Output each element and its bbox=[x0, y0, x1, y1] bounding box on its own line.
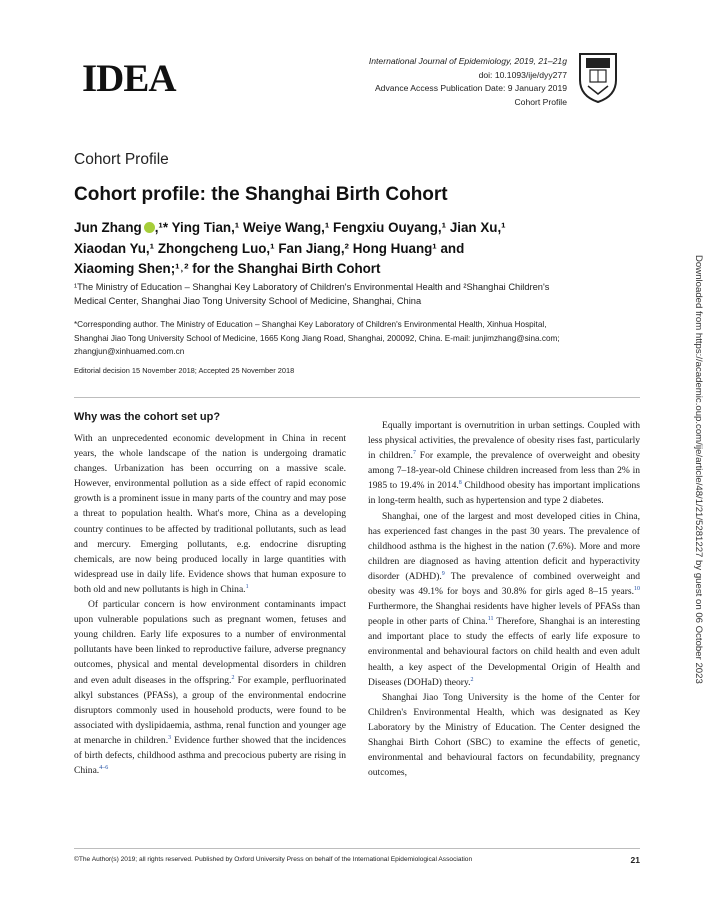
paragraph-text: For example, the prevalence of overweight and obesity among 7–18-year-old Chinese children increased from less than 2% in 1985 to 19.4% in 2014. bbox=[368, 450, 641, 492]
paragraph-text: Of particular concern is how environment contaminants impact upon vulnerable populations such as pregnant women, fetuses and young children. Early life exposures to a number of environmental pollutants have been linked to reproductive failure, adverse pregnancy outcomes, physical and mental developmental disorders in children and even adult diseases in the offspring. bbox=[74, 599, 346, 686]
paragraph-text: For example, perfluorinated alkyl substances (PFASs), a group of the environmental endocrine disruptors commonly used in household products, were found to be associated with dyslipidaemia, asthma, renal function and younger age at menarche in children. bbox=[74, 674, 346, 746]
paragraph-text: With an unprecedented economic development in China in recent years, the whole landscape of the nation is undergoing dramatic changes. Urbanization has been occurring on a massive scale. However, environmental pollution as a side effect of rapid economic growth is a prominent issue in many parts of the country and may pose a threat to population health. What's more, China as a developing country continues to be affected by traditional pollutants, such as lead and mercury. Emerging pollutants, e.g. endocrine disrupting chemicals, are now being produced locally in large quantities with widespread use in daily life. Evidence shows that human exposure to both old and new pollutants is high in China. bbox=[74, 433, 346, 595]
paragraph bbox=[74, 597, 346, 778]
author-line-1-rest: ,¹* Ying Tian,¹ Weiye Wang,¹ Fengxiu Ouyang,¹ Jian Xu,¹ bbox=[154, 220, 506, 235]
author-line-2: Xiaodan Yu,¹ Zhongcheng Luo,¹ Fan Jiang,² Hong Huang¹ and bbox=[74, 240, 465, 256]
reference-link[interactable]: 4–6 bbox=[99, 764, 109, 771]
reference-link[interactable]: 1 bbox=[245, 583, 249, 590]
editorial-dates: Editorial decision 15 November 2018; Accepted 25 November 2018 bbox=[74, 366, 295, 375]
reference-link[interactable]: 7 bbox=[412, 450, 416, 457]
orcid-icon[interactable] bbox=[144, 222, 155, 233]
download-note[interactable]: Downloaded from https://academic.oup.com/ije/article/48/1/21/5281227 by guest on 06 October 2023 bbox=[693, 255, 704, 684]
reference-link[interactable]: 2 bbox=[231, 674, 235, 681]
paragraph bbox=[368, 418, 640, 509]
ieaa-logo: IDEA bbox=[82, 57, 176, 100]
paragraph-text: Shanghai, one of the largest and most developed cities in China, has experienced fast changes in the past 30 years. The prevalence of childhood asthma is the highest in the nation (7.6%). More and more children are diagnosed as having attention deficit and hyperactivity disorder (ADHD). bbox=[368, 510, 640, 582]
paragraph bbox=[74, 431, 346, 597]
copyright-notice: ©The Author(s) 2019; all rights reserved. Published by Oxford University Press on behalf of the International Epidemiological Association bbox=[74, 856, 473, 863]
section-heading: Why was the cohort set up? bbox=[74, 411, 221, 423]
section-type: Cohort Profile bbox=[74, 151, 169, 168]
journal-citation: International Journal of Epidemiology, 2019, 21–21g bbox=[368, 56, 567, 66]
reference-link[interactable]: 11 bbox=[487, 616, 494, 623]
footer-divider bbox=[74, 848, 640, 849]
paragraph-text: Evidence further showed that the incidences of birth defects, childhood asthma and precocious puberty are rising in China. bbox=[74, 734, 346, 777]
divider bbox=[74, 397, 640, 398]
journal-metadata bbox=[369, 55, 567, 109]
affiliations: ¹The Ministry of Education – Shanghai Key Laboratory of Children's Environmental Health and ²Shanghai Children's Medical Center, Shanghai Jiao Tong University School of Medicine, Shanghai, China bbox=[74, 282, 550, 307]
left-column bbox=[74, 410, 346, 778]
paragraph-text: The prevalence of combined overweight and obesity was 49.1% for boys and 30.8% for girls aged 8–15 years. bbox=[368, 570, 640, 598]
paragraph-text: Childhood obesity has important implications in long-term health, such as hypertension and type 2 diabetes. bbox=[368, 480, 640, 507]
download-watermark bbox=[690, 255, 706, 695]
author-line-3: Xiaoming Shen;¹˒² for the Shanghai Birth Cohort bbox=[74, 261, 381, 276]
article-title: Cohort profile: the Shanghai Birth Cohort bbox=[74, 184, 448, 205]
article-type-label: Cohort Profile bbox=[514, 96, 567, 107]
reference-link[interactable]: 3 bbox=[168, 734, 172, 741]
author-line-1 bbox=[74, 218, 574, 239]
paragraph-text: Furthermore, the Shanghai residents have higher levels of PFASs than people in other parts of China. bbox=[368, 601, 640, 628]
paragraph: Shanghai Jiao Tong University is the home of the Center for Children's Environmental Health, which was designated as Key Laboratory by the Ministry of Education. The Center designed the Shanghai Birth Cohort (SBC) to examine the effects of genetic, environmental and behavioural factors on fecundability, pregnancy outcomes, bbox=[368, 691, 640, 779]
advance-access-date: Advance Access Publication Date: 9 January 2019 bbox=[374, 83, 567, 94]
reference-link[interactable]: 10 bbox=[634, 585, 640, 592]
paragraph-text: Therefore, Shanghai is an interesting and important place to study the effects of early life exposure to environmental and behavioural factors on child health and even adult health, a key aspect of the Developmental Origin of Health and Diseases (DOHaD) theory. bbox=[368, 616, 641, 688]
author-list bbox=[74, 218, 574, 280]
page-number: 21 bbox=[630, 855, 640, 865]
corresponding-author: *Corresponding author. The Ministry of Education – Shanghai Key Laboratory of Children's Environmental Health, Xinhua Hospital, Shanghai Jiao Tong University School of Medicine, 1665 Kong Jiang Road, Shanghai, 200092, China. E-mail: junjimzhang@sina.com; zhangjun@xinhuamed.com.cn bbox=[74, 320, 560, 357]
paragraph bbox=[368, 509, 640, 690]
right-column bbox=[368, 418, 640, 780]
paragraph-text: Equally important is overnutrition in urban settings. Coupled with less physical activities, the prevalence of obesity rises fast, particularly in children. bbox=[368, 420, 640, 462]
reference-link[interactable]: 8 bbox=[458, 480, 462, 487]
doi-link[interactable]: doi: 10.1093/ije/dyy277 bbox=[478, 69, 567, 80]
author-first[interactable]: Jun Zhang bbox=[74, 220, 142, 235]
reference-link[interactable]: 9 bbox=[441, 570, 445, 577]
reference-link[interactable]: 2 bbox=[470, 676, 474, 683]
oup-crest-icon bbox=[576, 50, 620, 104]
